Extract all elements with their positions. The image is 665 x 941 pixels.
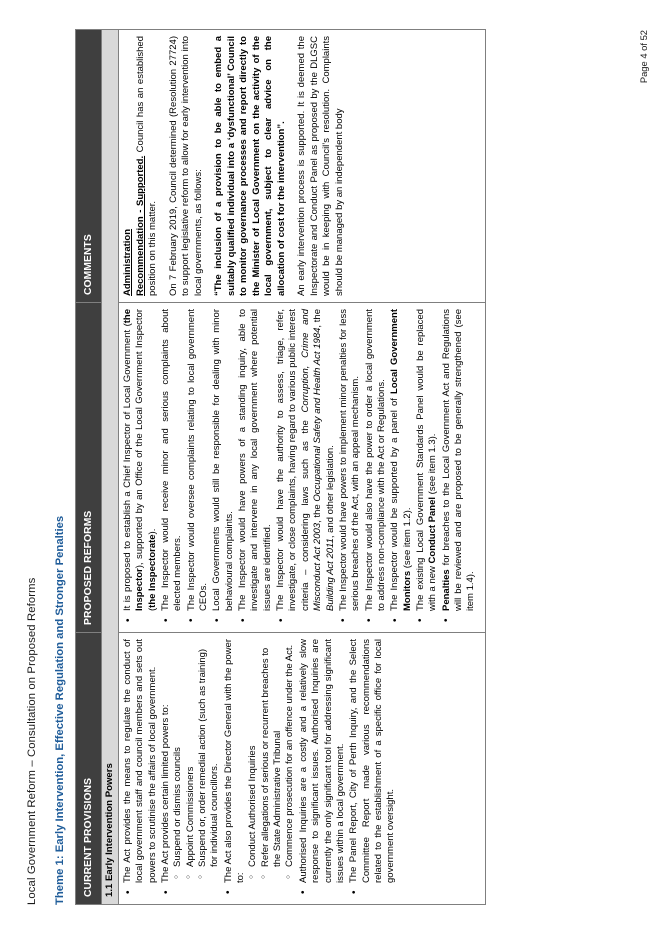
list-item [441,309,478,611]
cell-comments [119,30,486,303]
list-item-text: The Act provides certain limited powers to: [160,704,172,883]
comments-heading-text: Administration [122,228,133,296]
sub-list-item: ○ Suspend or, order remedial action (such as training) for individual councillors. [197,639,222,867]
comments-heading [122,36,135,296]
section-subheading: 1.1 Early Intervention Powers [102,30,119,905]
list-item-text: The Inspector would receive minor and serious complaints about elected members. [160,309,184,611]
proposed-reforms-list [122,309,478,626]
list-item [348,639,397,883]
list-item [415,309,440,611]
list-item-text: Authorised Inquiries are a costly and a relatively slow response to significant issues. Authorised Inquiries are currently the only significant tool for addressing significant issues within a local government. [297,639,346,883]
comments-paragraph: On 7 February 2019, Council determined (Resolution 27724) to support legislative reform to allow for early intervention into local governments, as follows: [167,36,204,296]
column-header-proposed-reforms: PROPOSED REFORMS [76,303,102,633]
column-header-current-provisions: CURRENT PROVISIONS [76,633,102,905]
current-provisions-list [122,639,398,898]
list-item-text: The Panel Report, City of Perth Inquiry, and the Select Committee Report made various recommendations related to the establishment of a specific office for local government oversight. [348,639,397,883]
subheading-row [102,30,119,905]
sub-list-item: ○ Suspend or dismiss councils [172,639,184,867]
list-item [122,309,159,611]
list-item [338,309,363,611]
document-header-title: Local Government Reform – Consultation on Proposed Reforms [26,577,38,905]
list-item-text: The Act provides the means to regulate the conduct of local government staff and council members and sets out powers to scrutinise the affairs of local government. [122,639,158,883]
list-item [237,309,274,611]
list-item-text: Penalties for breaches to the Local Government Act and Regulations will be reviewed and are proposed to be generally strengthened (see item 1.4). [440,309,477,611]
list-item-text: The Inspector would be supported by a panel of Local Government Monitors (see item 1.2). [389,309,413,611]
list-item-text: The Inspector would oversee complaints relating to local government CEOs. [185,309,210,611]
list-item [275,309,337,611]
cell-current-provisions [119,633,486,905]
list-item [211,309,236,611]
list-item-text: Local Governments would still be responsible for dealing with minor behavioural complaints. [211,309,235,611]
cell-proposed-reforms [119,303,486,633]
list-item-text: The Inspector would have powers to implement minor penalties for less serious breaches of the Act, with an appeal mechanism. [337,309,362,611]
list-item-text: It is proposed to establish a Chief Inspector of Local Government (the Inspector), supported by an Office of the Local Government Inspector (the Inspectorate). [122,309,158,611]
list-item-text: The Inspector would have powers of a standing inquiry, able to investigate and intervene in any local government where potential issues are identified. [237,309,273,611]
list-item-text: The Inspector would also have the power to order a local government to address non-compliance with the Act or Regulations. [363,309,387,611]
comments-recommendation [135,36,160,296]
comments-recommendation-text: Recommendation - Supported. [134,155,146,296]
list-item [364,309,389,611]
list-item-text: The Inspector would have the authority to assess, triage, refer, investigate, or close complaints, having regard to various public interest criteria – considering laws such as the Corruption, Crime and Misconduct Act 2003, the Occupational Safety and Health Act 1984, the Building Act 2011, and other legislation. [275,309,336,611]
list-item [186,309,211,611]
sub-list-item: ○ Conduct Authorised Inquiries [247,639,259,867]
table-header-row [76,30,102,905]
comments-paragraph: An early intervention process is supported. It is deemed the Inspectorate and Conduct Panel as proposed by the DLGSC would be in keeping with Council’s resolution. Complaints should be managed by an independent body [296,36,345,296]
comments-paragraph: Council has an established position on this matter. [134,36,159,296]
page-footer: Page 4 of 52 [638,30,649,84]
table-row [119,30,486,905]
list-item [223,639,297,883]
sub-list-item: ○ Commence prosecution for an offence under the Act. [284,639,296,867]
list-item [122,639,159,883]
sub-list [247,639,296,883]
list-item [389,309,414,611]
sub-list-item: ○ Appoint Commissioners [185,639,197,867]
list-item [298,639,347,883]
sub-list [172,639,221,883]
list-item-text: The Act also provides the Director General with the power to: [222,639,247,883]
comments-quote: “The inclusion of a provision to be able to embed a suitably qualified individual into a ‘dysfunctional’ Council to monitor governance processes and report directly to the Minister of Local Government on the activity of the local government, subject to clear advice on the allocation of cost for the intervention”. [213,36,287,296]
theme-heading: Theme 1: Early Intervention, Effective Regulation and Stronger Penalties [54,515,66,905]
sub-list-item: ○ Refer allegations of serious or recurrent breaches to the State Administrative Tribunal [260,639,285,867]
column-header-comments: COMMENTS [76,30,102,303]
list-item [160,639,222,883]
list-item-text: The existing Local Government Standards Panel would be replaced with a new Conduct Panel (see item 1.3). [414,309,439,611]
reform-comparison-table [75,29,486,905]
list-item [160,309,185,611]
